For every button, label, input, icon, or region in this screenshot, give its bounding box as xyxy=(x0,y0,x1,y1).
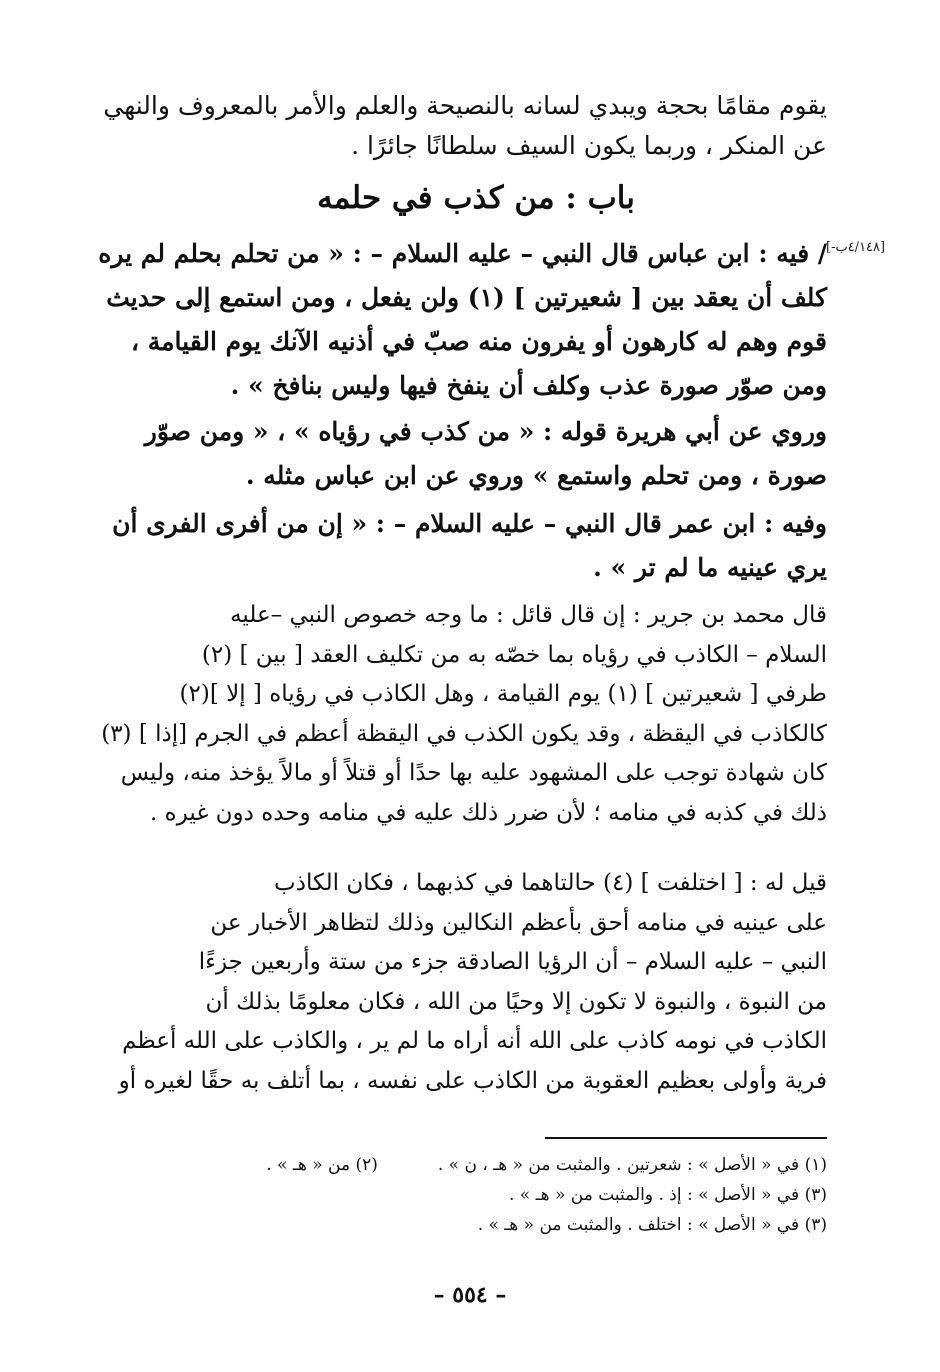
commentary-paragraph-1 xyxy=(101,596,827,833)
footnote-row xyxy=(125,1150,827,1180)
text-line: عن المنكر ، وربما يكون السيف سلطانًا جائرًا . xyxy=(351,131,827,160)
footnote-3: (٣) في « الأصل » : إذ . والمثبت من « هـ » . xyxy=(508,1185,827,1205)
footnote-separator xyxy=(545,1137,827,1139)
text-line: قوم وهم له كارهون أو يفرون منه صبّ في أذنيه الآنك يوم القيامة ، xyxy=(130,327,827,356)
intro-paragraph xyxy=(103,86,827,166)
text-line: كان شهادة توجب على المشهود عليه بها حدًا أو قتلاً أو مالاً يؤخذ منه، وليس xyxy=(120,760,827,786)
text-line: وروي عن أبي هريرة قوله : « من كذب في رؤياه » ، « ومن صوّر xyxy=(144,417,827,446)
text-line: قيل له : [ اختلفت ] (٤) حالتاهما في كذبهما ، فكان الكاذب xyxy=(274,870,827,896)
text-line: على عينيه في منامه أحق بأعظم النكالين وذلك لتظاهر الأخبار عن xyxy=(210,909,827,936)
chapter-heading: باب : من كذب في حلمه xyxy=(317,180,635,216)
footnote-1: (١) في « الأصل » : شعرتين . والمثبت من « هـ ، ن » . xyxy=(437,1155,827,1175)
hadith-paragraph-3 xyxy=(112,502,827,590)
text-line: يقوم مقامًا بحجة ويبدي لسانه بالنصيحة والعلم والأمر بالمعروف والنهي xyxy=(103,91,827,120)
page-number: – ٥٥٤ – xyxy=(433,1282,507,1308)
margin-reference: [٤/١٤٨ب-] xyxy=(826,240,886,255)
footnotes xyxy=(125,1150,827,1240)
text-line: قال محمد بن جرير : إن قال قائل : ما وجه خصوص النبي –عليه xyxy=(230,602,827,628)
hadith-paragraph-2 xyxy=(125,410,827,498)
text-line: فرية وأولى بعظيم العقوبة من الكاذب على نفسه ، بما أتلف به حقًا لغيره أو xyxy=(118,1067,827,1094)
text-line: صورة ، ومن تحلم واستمع » وروي عن ابن عباس مثله . xyxy=(245,461,827,490)
text-line: ذلك في كذبه في منامه ؛ لأن ضرر ذلك عليه في منامه وحده دون غيره . xyxy=(150,799,827,826)
commentary-paragraph-2 xyxy=(118,864,827,1101)
footnote-2: (٢) من « هـ » . xyxy=(266,1155,378,1175)
text-line: السلام – الكاذب في رؤياه بما خصّه به من تكليف العقد [ بين ] (٢) xyxy=(201,641,827,668)
text-line: يري عينيه ما لم تر » . xyxy=(593,553,827,582)
text-line: كلف أن يعقد بين [ شعيرتين ] (١) ولن يفعل ، ومن استمع إلى حديث xyxy=(106,283,827,312)
text-line: ومن صوّر صورة عذب وكلف أن ينفخ فيها وليس بنافخ » . xyxy=(230,371,827,400)
text-line: الكاذب في نومه كاذب على الله أنه أراه ما لم ير ، والكاذب على الله أعظم xyxy=(122,1028,827,1054)
text-line: النبي – عليه السلام – أن الرؤيا الصادقة جزء من ستة وأربعين جزءًا xyxy=(198,949,827,975)
text-line: وفيه : ابن عمر قال النبي – عليه السلام – : « إن من أفرى الفرى أن xyxy=(112,509,827,538)
footnote-row xyxy=(125,1210,827,1240)
footnote-4: (٣) في « الأصل » : اختلف . والمثبت من « هـ » . xyxy=(477,1215,827,1235)
text-line: طرفي [ شعيرتين ] (١) يوم القيامة ، وهل الكاذب في رؤياه [ إلا ](٢) xyxy=(179,681,827,707)
text-line: كالكاذب في اليقظة ، وقد يكون الكذب في اليقظة أعظم في الجرم [إذا ] (٣) xyxy=(101,720,827,747)
text-line: / فيه : ابن عباس قال النبي – عليه السلام – : « من تحلم بحلم لم يره xyxy=(98,239,827,268)
hadith-paragraph-1 xyxy=(98,232,827,408)
text-line: من النبوة ، والنبوة لا تكون إلا وحيًا من الله ، فكان معلومًا بذلك أن xyxy=(205,988,827,1015)
footnote-row xyxy=(125,1180,827,1210)
